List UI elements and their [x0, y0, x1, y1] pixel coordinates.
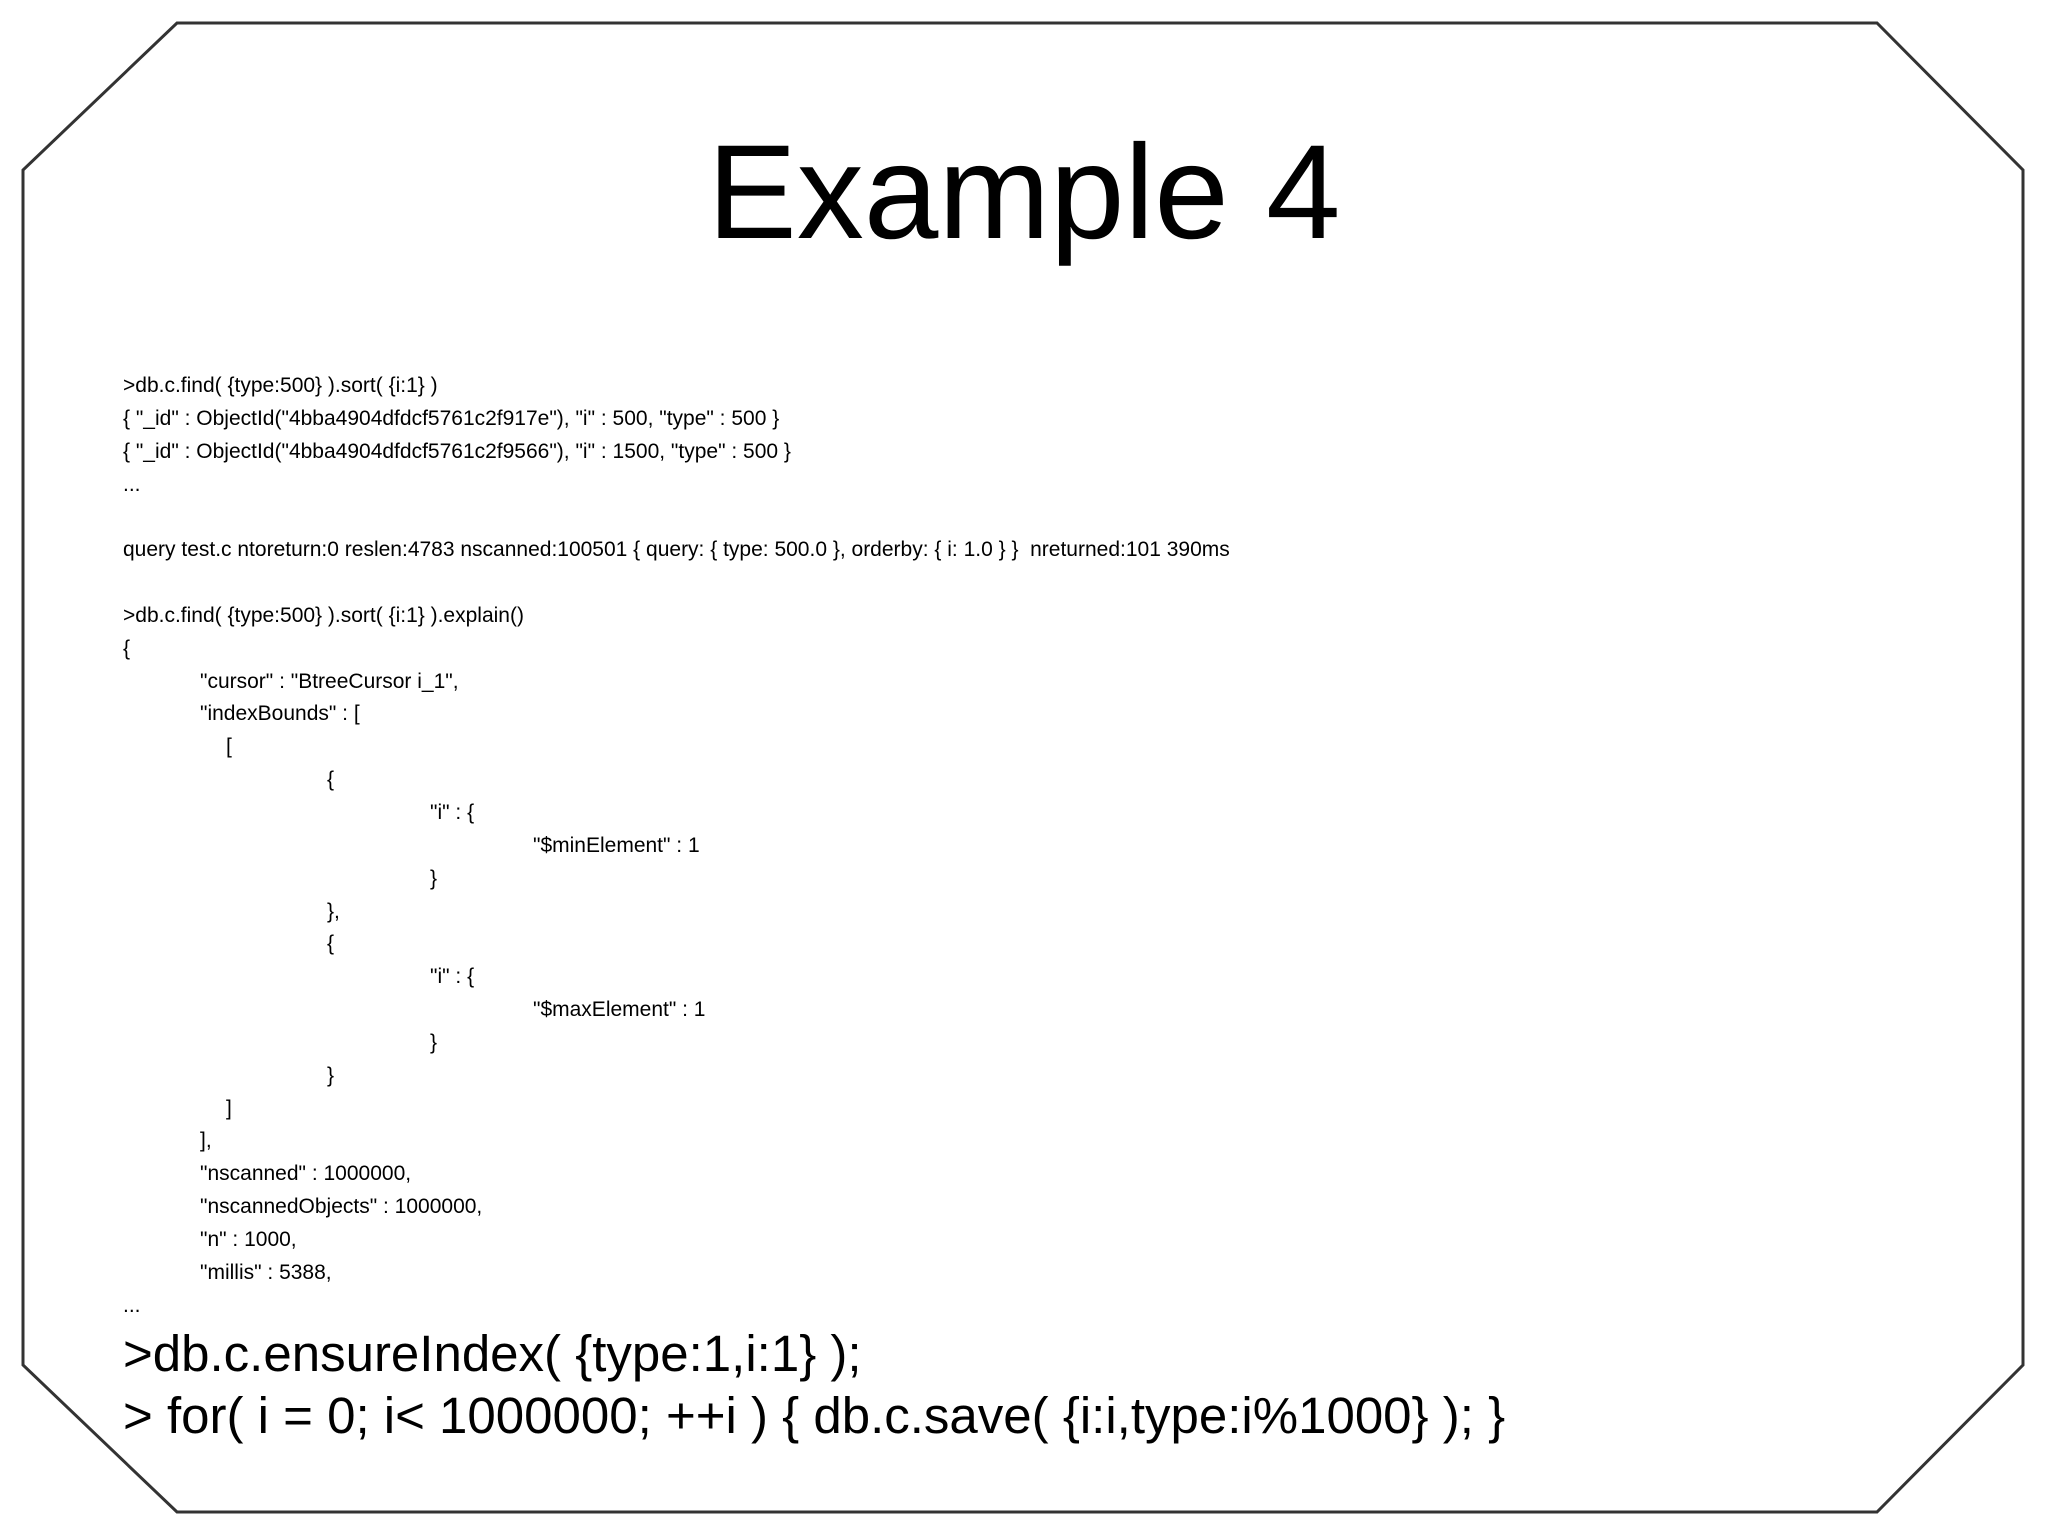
code-line: ...	[123, 472, 141, 496]
code-line: "$maxElement" : 1	[533, 998, 706, 1022]
code-line: "n" : 1000,	[200, 1227, 297, 1251]
code-line: { "_id" : ObjectId("4bba4904dfdcf5761c2f9566"), "i" : 1500, "type" : 500 }	[123, 439, 791, 463]
code-line: >db.c.find( {type:500} ).sort( {i:1} )	[123, 374, 438, 397]
code-line: {	[327, 932, 335, 956]
code-line: {	[327, 768, 335, 792]
code-line: }	[430, 1030, 438, 1054]
code-line: "i" : {	[430, 965, 475, 989]
ensure-index-command: >db.c.ensureIndex( {type:1,i:1} );	[123, 1325, 862, 1382]
code-line: "millis" : 5388,	[200, 1260, 332, 1284]
code-line: [	[226, 735, 232, 759]
code-line	[123, 501, 1230, 534]
code-line: }	[430, 866, 438, 890]
code-line: ],	[200, 1129, 212, 1153]
code-line: >db.c.find( {type:500} ).sort( {i:1} ).explain()	[123, 603, 524, 627]
code-line: "$minElement" : 1	[533, 833, 700, 857]
code-line: "nscanned" : 1000000,	[200, 1162, 412, 1186]
code-line: "indexBounds" : [	[200, 702, 360, 726]
code-line: ]	[226, 1096, 232, 1120]
code-line: ...	[123, 1293, 141, 1317]
slide-title: Example 4	[707, 118, 1341, 267]
code-line: "i" : {	[430, 800, 475, 824]
code-line: }	[327, 1063, 335, 1087]
code-line: "cursor" : "BtreeCursor i_1",	[200, 669, 459, 693]
code-line: { "_id" : ObjectId("4bba4904dfdcf5761c2f917e"), "i" : 500, "type" : 500 }	[123, 406, 780, 430]
code-line: },	[327, 899, 340, 923]
code-block	[123, 370, 1230, 1322]
code-line: "nscannedObjects" : 1000000,	[200, 1195, 483, 1219]
code-line	[123, 567, 1230, 600]
code-line: query test.c ntoreturn:0 reslen:4783 nscanned:100501 { query: { type: 500.0 }, orderby: { i: 1.0 } } nreturned:101 390ms	[123, 538, 1230, 562]
for-loop-command: > for( i = 0; i< 1000000; ++i ) { db.c.save( {i:i,type:i%1000} ); }	[123, 1387, 1506, 1444]
code-line: {	[123, 636, 131, 660]
